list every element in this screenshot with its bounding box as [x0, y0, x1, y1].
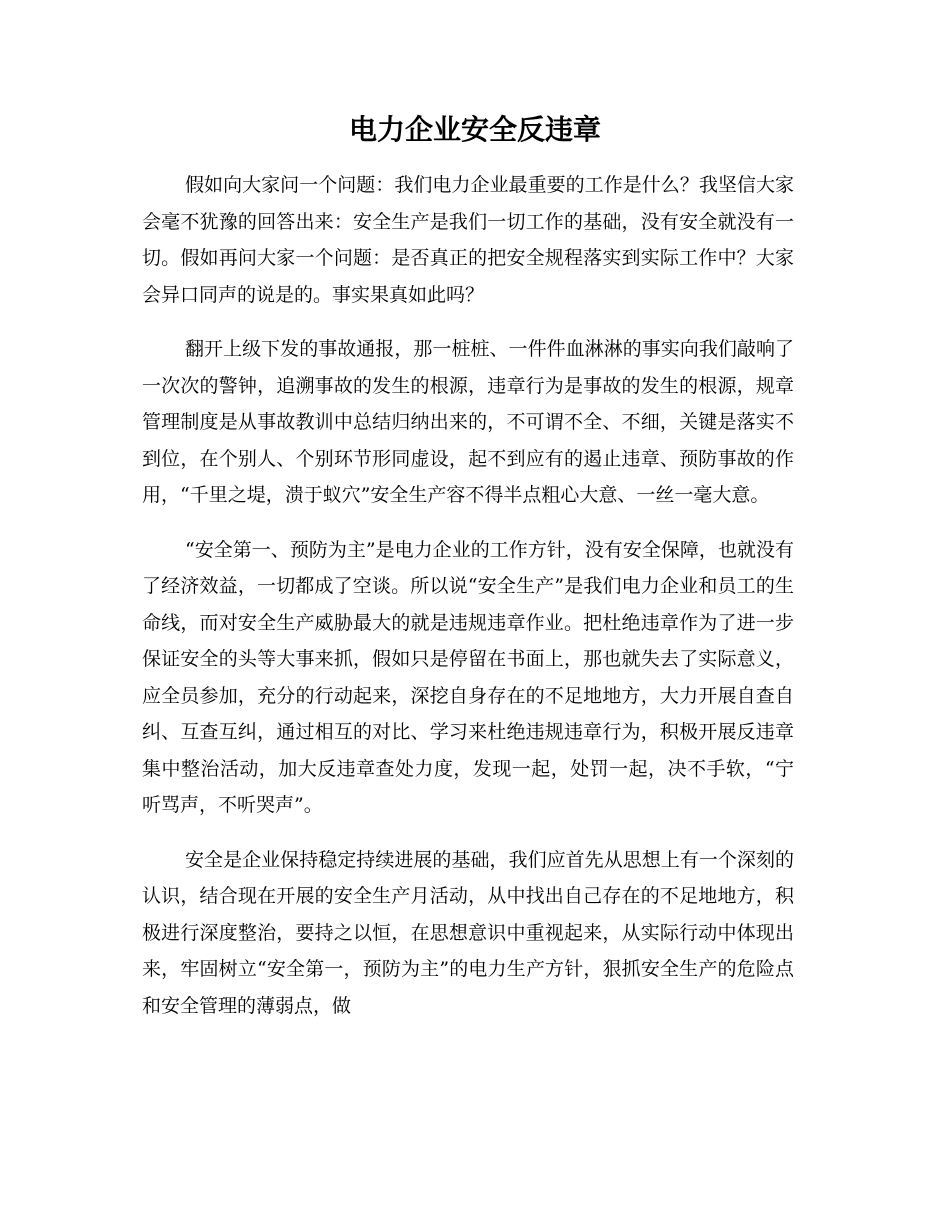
document-body	[142, 167, 794, 1042]
paragraph-3: “安全第一、预防为主”是电力企业的工作方针，没有安全保障，也就没有了经济效益，一切都成了空谈。所以说“安全生产”是我们电力企业和员工的生命线，而对安全生产威胁最大的就是违规违章作业。把杜绝违章作为了进一步保证安全的头等大事来抓，假如只是停留在书面上，那也就失去了实际意义，应全员参加，充分的行动起来，深挖自身存在的不足地地方，大力开展自查自纠、互查互纠，通过相互的对比、学习来杜绝违规违章行为，积极开展反违章集中整治活动，加大反违章查处力度，发现一起，处罚一起，决不手软，“宁听骂声，不听哭声”。	[142, 538, 794, 816]
paragraph-1: 假如向大家问一个问题：我们电力企业最重要的工作是什么？我坚信大家会毫不犹豫的回答出来：安全生产是我们一切工作的基础，没有安全就没有一切。假如再问大家一个问题：是否真正的把安全规程落实到实际工作中？大家会异口同声的说是的。事实果真如此吗？	[142, 174, 794, 306]
paragraph-4: 安全是企业保持稳定持续进展的基础，我们应首先从思想上有一个深刻的认识，结合现在开展的安全生产月活动，从中找出自己存在的不足地地方，积极进行深度整治，要持之以恒，在思想意识中重视起来，从实际行动中体现出来，牢固树立“安全第一，预防为主”的电力生产方针，狠抓安全生产的危险点和安全管理的薄弱点，做	[142, 848, 794, 1017]
paragraph-2: 翻开上级下发的事故通报，那一桩桩、一件件血淋淋的事实向我们敲响了一次次的警钟，追溯事故的发生的根源，违章行为是事故的发生的根源，规章管理制度是从事故教训中总结归纳出来的，不可谓不全、不细，关键是落实不到位，在个别人、个别环节形同虚设，起不到应有的遏止违章、预防事故的作用，“千里之堤，溃于蚁穴”安全生产容不得半点粗心大意、一丝一毫大意。	[142, 338, 794, 506]
document-title: 电力企业安全反违章	[348, 113, 601, 146]
